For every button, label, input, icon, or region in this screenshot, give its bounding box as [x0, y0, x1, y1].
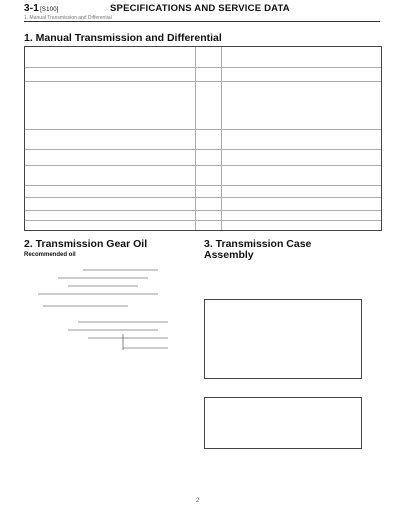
page-code-sub: [S100]	[40, 7, 59, 13]
table-row	[25, 81, 381, 82]
page-number: 2	[196, 498, 200, 504]
page-code-number: 3-1	[24, 3, 40, 14]
service-table	[204, 397, 362, 449]
table-row	[25, 185, 381, 186]
table-row	[25, 197, 381, 198]
table-row	[25, 67, 381, 68]
table-col-divider	[221, 47, 222, 230]
recommended-oil-label: Recommended oil	[24, 252, 76, 258]
section1-title: 1. Manual Transmission and Differential	[24, 32, 222, 44]
oil-viscosity-chart	[28, 264, 178, 354]
header-divider	[24, 21, 380, 22]
page-code	[24, 3, 59, 14]
table-row	[25, 210, 381, 211]
spec-table	[24, 46, 382, 231]
table-col-divider	[195, 47, 196, 230]
case-table	[204, 299, 362, 379]
table-row	[25, 220, 381, 221]
table-row	[25, 129, 381, 130]
section3-title-line1: 3. Transmission Case	[204, 238, 312, 250]
section2-title: 2. Transmission Gear Oil	[24, 238, 148, 250]
page-title: SPECIFICATIONS AND SERVICE DATA	[110, 3, 290, 14]
table-row	[25, 165, 381, 166]
page-subtitle: 1. Manual Transmission and Differential	[24, 15, 112, 21]
table-row	[25, 149, 381, 150]
section3-title-line2: Assembly	[204, 249, 254, 261]
